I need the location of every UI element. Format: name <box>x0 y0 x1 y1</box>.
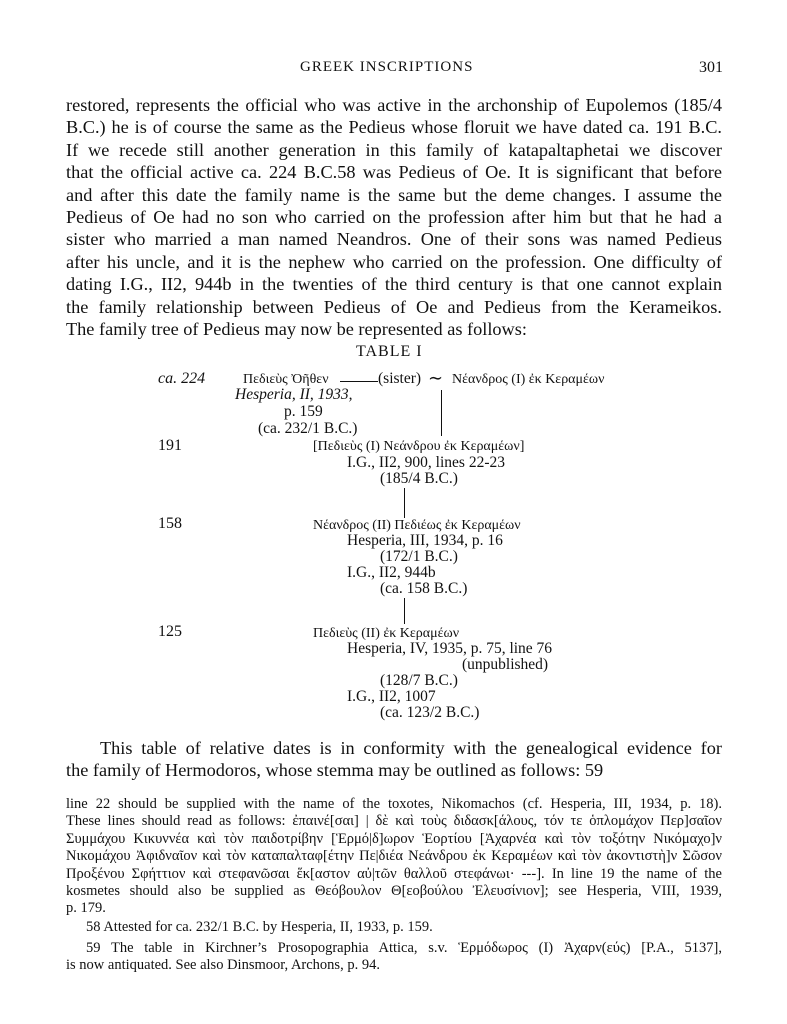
reference: p. 159 <box>284 403 323 420</box>
text-line: Pedieus of Oe had no son who carried on the profession after him but that he had a <box>66 206 722 227</box>
reference: Hesperia, II, 1933, <box>235 386 353 403</box>
tree-connector <box>404 598 405 624</box>
reference: I.G., II2, 1007 <box>347 688 436 705</box>
footnote-line: 59 The table in Kirchner’s Prosopographia Attica, s.v. Ἑρμόδωρος (I) Ἀχαρν(εύς) [P.A., 5137], <box>86 940 722 956</box>
reference-date: (ca. 123/2 B.C.) <box>380 704 480 721</box>
label-sister: (sister) <box>378 370 422 387</box>
footnote-58 <box>66 919 722 936</box>
text-line: This table of relative dates is in conformity with the genealogical evidence for <box>100 738 722 758</box>
footnote-line: 58 Attested for ca. 232/1 B.C. by Hesperia, II, 1933, p. 159. <box>86 919 433 935</box>
table-date-158: 158 <box>158 515 182 532</box>
table-date-224: ca. 224 <box>158 370 206 387</box>
text-line: and after this date the family name is the same but the deme changes. I assume the <box>66 184 722 205</box>
tree-connector <box>340 381 378 382</box>
body-paragraph-1 <box>66 94 722 340</box>
name-neandros-i: Νέανδρος (I) ἐκ Κεραμέων <box>452 372 605 387</box>
tree-connector <box>441 390 442 436</box>
text-line: that the official active ca. 224 B.C.58 was Pedieus of Oe. It is significant that before <box>66 162 722 183</box>
table-date-125: 125 <box>158 623 182 640</box>
table-date-191: 191 <box>158 437 182 454</box>
text-line: sister who married a man named Neandros. One of their sons was named Pedieus <box>66 229 722 250</box>
reference: I.G., II2, 900, lines 22-23 <box>347 454 505 471</box>
tree-connector <box>404 488 405 518</box>
running-header: GREEK INSCRIPTIONS <box>300 59 474 75</box>
text-line: B.C.) he is of course the same as the Pedieus whose floruit we have dated ca. 191 B.C. <box>66 117 722 138</box>
marriage-symbol: ∼ <box>428 368 444 388</box>
footnote-59 <box>66 940 722 975</box>
text-line: after his uncle, and it is the nephew who carried on the profession. One difficulty of <box>66 251 722 272</box>
footnote-line: kosmetes should also be supplied as Θεόβουλον Θ[εοβούλου Ἐλευσίνιον]; see Hesperia, VIII, 1939, <box>66 882 722 899</box>
footnote-line: is now antiquated. See also Dinsmoor, Archons, p. 94. <box>66 957 380 974</box>
footnote-line: These lines should read as follows: ἐπαινέ[σαι] | δὲ καὶ τοὺς διδασκ[άλους, τόν τε ὁπλομάχον Περ]σαῖον <box>66 813 722 830</box>
reference-note: (unpublished) <box>462 656 549 673</box>
footnote-line: Προξένου Σφήττιον καὶ στεφανῶσαι ἕκ[αστον αὐ|τῶν θαλλοῦ στεφάνωι· ---]. In line 19 the name of the <box>66 865 722 882</box>
text-line: dating I.G., II2, 944b in the twenties of the third century is that one cannot explain <box>66 274 722 295</box>
footnote-line: Νικομάχου Ἀφιδναῖον καὶ τὸν καταπαλταφ[έτην Πε|διέα Νεάνδρου ἐκ Κεραμέων καὶ τὸν ἀκοντιστὴ]ν Σῶσον <box>66 848 722 865</box>
text-line: If we recede still another generation in this family of katapaltaphetai we discover <box>66 139 722 160</box>
reference: I.G., II2, 944b <box>347 564 436 581</box>
reference-date: (ca. 232/1 B.C.) <box>258 420 358 437</box>
reference-date: (ca. 158 B.C.) <box>380 580 468 597</box>
body-paragraph-2 <box>66 737 722 782</box>
reference: Hesperia, IV, 1935, p. 75, line 76 <box>347 640 553 657</box>
page-number: 301 <box>699 59 723 76</box>
name-pedieus-ii: Πεδιεὺς (II) ἐκ Κεραμέων <box>313 626 460 641</box>
reference-date: (185/4 B.C.) <box>380 470 458 487</box>
reference-date: (128/7 B.C.) <box>380 672 458 689</box>
name-pedieus-oethen: Πεδιεὺς Ὀῆθεν <box>243 372 329 387</box>
name-pedieus-i: [Πεδιεὺς (I) Νεάνδρου ἐκ Κεραμέων] <box>313 439 525 454</box>
text-line: restored, represents the official who was active in the archonship of Eupolemos (185/4 <box>66 95 722 115</box>
footnote-line: line 22 should be supplied with the name of the toxotes, Nikomachos (cf. Hesperia, III, 1934, p. 18). <box>66 796 722 812</box>
reference-date: (172/1 B.C.) <box>380 548 458 565</box>
footnote-line: p. 179. <box>66 900 106 917</box>
footnote-line: Συμμάχου Κικυννέα καὶ τὸν παιδοτρίβην [Ἑρμό|δ]ωρον Ἑορτίου [Ἀχαρνέα καὶ τὸν τοξότην Νικόμαχο]ν <box>66 830 722 847</box>
reference: Hesperia, III, 1934, p. 16 <box>347 532 503 549</box>
text-line: the family of Hermodoros, whose stemma may be outlined as follows: 59 <box>66 760 604 781</box>
table-title: TABLE I <box>356 343 423 360</box>
footnote-continuation <box>66 796 722 918</box>
text-line: The family tree of Pedieus may now be represented as follows: <box>66 318 527 339</box>
name-neandros-ii: Νέανδρος (II) Πεδιέως ἐκ Κεραμέων <box>313 518 521 533</box>
text-line: the family relationship between Pedieus of Oe and Pedieus from the Kerameikos. <box>66 296 722 317</box>
